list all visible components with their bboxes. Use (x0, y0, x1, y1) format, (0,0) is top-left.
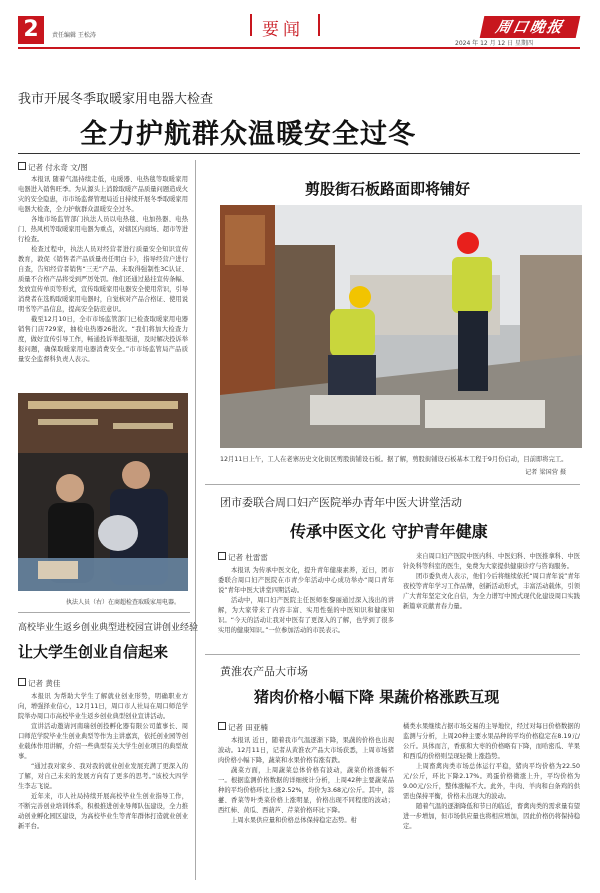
entrepreneur-rule (18, 612, 190, 613)
market-paragraph: 随着气温的逐渐降低和节日的临近，畜禽肉类的需求量有望进一步增加，但市场供应量也将相应增加，因此价格仍将保持稳定。 (403, 803, 580, 830)
lead-rule (18, 153, 580, 154)
market-paragraph: 蔬菜方面，上周蔬菜总体价格有波动，蔬菜价格涨幅不一。根据监测价格数据的详细统计分析，上周42种主要蔬菜品种的平均价格环比上涨2.52%，均价为3.68元/公斤。其中，蒜薹、香菜等叶类菜价格上涨明显，价格出现不同程度的波动；西红柿、黄瓜、西葫芦、芹菜价格环比下降。 (218, 767, 394, 814)
market-body-col1 (218, 736, 394, 882)
market-paragraph: 上周水果供应量和价格总体保持稳定态势。柑 (231, 817, 357, 824)
lead-headline: 全力护航群众温暖安全过冬 (80, 119, 416, 150)
lead-byline: 记者 付永奇 文/图 (18, 162, 88, 173)
tcm-paragraph: 本报讯 为传承中医文化，提升青年健康素养，近日，团市委联合周口妇产医院在市青少年活动中心成功举办“周口青年说”青年中医大讲堂四期活动。 (218, 567, 394, 594)
section-title: 要闻 (262, 20, 304, 40)
photo-story-headline: 剪股街石板路面即将铺好 (305, 180, 471, 198)
lead-paragraph: 截至12月10日，全市市场监管部门已检查取暖家用电器销售门店729家，抽检电热器26批次。“我们将加大检查力度，做好宣传引导工作，畅通投诉举报渠道，及时解决投诉举报问题，确保取暖家用电器消费安全。”市市场监管局产品质量安全监督科负责人表示。 (18, 316, 188, 363)
tcm-kicker: 团市委联合周口妇产医院举办青年中医大讲堂活动 (220, 496, 462, 509)
lead-paragraph: 检查过程中，执法人员对经营者进行质量安全知识宣传教育，敦促《销售者产品质量责任明白卡》，指导经营户进行自查，告知经营者销售“三无”产品、未取得强制性3C认证、质量不合格产品将受到严厉处罚。他们还通过悬挂宣传条幅、发放宣传单页等形式，宣传取暖家用电器安全使用常识，引导消费者在选购取暖家用电器时，自觉核对产品合格证、使用说明书等产品信息，提高安全防范意识。 (18, 246, 188, 313)
lead-kicker: 我市开展冬季取暖家用电器大检查 (18, 92, 214, 107)
byline-box-icon (218, 722, 226, 730)
photo-story-credit: 记者 梁国营 摄 (525, 469, 567, 476)
market-byline: 记者 田亚楠 (218, 722, 268, 733)
entrepreneur-paragraph: 近年来，市人社局持续开展高校毕业生创业指导工作，不断完善创业培训体系，积极推进创业导师队伍建设，全力推动创业孵化园区建设，为高校毕业生等青年群体打造就业创业新平台。 (18, 793, 188, 830)
section-divider-right (318, 14, 320, 36)
byline-box-icon (218, 552, 226, 560)
entrepreneur-kicker: 高校毕业生返乡创业典型进校园宣讲创业经验 (18, 623, 199, 633)
tcm-rule (205, 654, 580, 655)
market-headline: 猪肉价格小幅下降 果蔬价格涨跌互现 (254, 688, 500, 706)
newspaper-logo: 周口晚报 (480, 16, 581, 38)
tcm-paragraph: 来自周口妇产医院中医内科、中医妇科、中医推拿科、中医针灸科等科室的医生，免费为大家提供健康诊疗与咨询服务。 (403, 553, 580, 570)
page-number: 2 (18, 16, 44, 44)
lead-paragraph: 各地市场监管部门执法人员以电热毯、电加热器、电热门、热风机等取暖家用电器为重点，对辖区内商场、超市等进行检查。 (18, 216, 188, 243)
photo-story-image (220, 205, 582, 448)
editors-line: 责任编辑 王松涛 (52, 32, 96, 39)
entrepreneur-paragraph: 宣讲活动邀请河南瑞创创投孵化器有限公司董事长、周口师范学院毕业生创业典型等作为主讲嘉宾，依托创业园等创业载体作用讲解，介绍一些典型有关大学生创业项目的典型故事。 (18, 723, 188, 760)
byline-box-icon (18, 678, 26, 686)
entrepreneur-paragraph: “通过我对家乡、我对我的就业创业发展充满了更深入的了解，对自己未来的发展方向有了更多的思考。”该校大四学生李志飞说。 (18, 763, 188, 790)
section-divider-left (250, 14, 252, 36)
market-paragraph: 上周畜禽肉类市场总体运行平稳，猪肉平均价格为22.50元/公斤，环比下降2.17%。鸡蛋价格微涨上升，平均价格为9.00元/公斤，整体涨幅不大。此外，牛肉、羊肉和白条鸡的供需也保持平衡，价格未出现大的波动。 (403, 763, 580, 800)
entrepreneur-body (18, 692, 188, 882)
market-paragraph: 本报讯 近日，随着我市气温逐渐下降，果蔬的价格也出现波动。12月11日，记者从黄淮农产品大市场获悉，上周市场猪肉价格小幅下降，蔬菜和水果价格有涨有跌。 (218, 737, 394, 764)
header-rule (18, 47, 580, 49)
tcm-paragraph: 活动中，周口妇产医院主任医师张黎丽通过深入浅出的讲解，为大家带来了内容丰富、实用性强的中医知识和健康知识。“今天的活动让我对中医有了更深入的了解，也学到了很多实用的健康知识。”一位参加活动的市民表示。 (218, 597, 394, 634)
lead-body (18, 175, 188, 387)
inspection-photo-illustration (18, 393, 188, 591)
photo-story-caption: 12月11日上午，工人在老寨历史文化街区剪股街铺设石板。据了解，剪股街铺设石板基本工程于9月份启动，目前即将完工。 (220, 456, 568, 463)
tcm-headline: 传承中医文化 守护青年健康 (290, 522, 488, 541)
entrepreneur-paragraph: 本报讯 为帮助大学生了解就业创业形势，明确职业方向，增强择业信心，12月11日，周口市人社局在周口师范学院举办周口市高校毕业生返乡创业典型创业宣讲活动。 (18, 693, 188, 720)
lead-paragraph: 本报讯 随着气温持续走低，电暖器、电热毯等取暖家用电器进入销售旺季。为从源头上消除取暖产品质量问题造成火灾的安全隐患，市市场监督管理局近日持续开展冬季取暖家用电器大检查，全力护航群众温暖安全过冬。 (18, 176, 188, 213)
market-body-col2 (403, 722, 580, 882)
lead-photo-caption: 执法人员（右）在商超检查取暖家用电器。 (66, 599, 181, 606)
market-kicker: 黄淮农产品大市场 (220, 665, 308, 678)
entrepreneur-byline: 记者 黄佳 (18, 678, 60, 689)
dateline: 2024 年 12 月 12 日 星期四 (455, 40, 533, 47)
market-paragraph: 橘类水果继续占据市场交易的主导地位，经过对每日价格数据的监测与分析，上周20种主要水果品种的平均价格稳定在8.19元/公斤。具体而言，香蕉和大枣的价格略有下降，而哈密瓜、苹果和西瓜的价格则呈现轻微上涨趋势。 (403, 723, 580, 760)
street-paving-illustration (220, 205, 582, 448)
tcm-body-col2 (403, 552, 580, 648)
entrepreneur-headline: 让大学生创业自信起来 (18, 643, 169, 661)
tcm-paragraph: 团市委负责人表示，他们今后将继续依托“周口青年说”青年夜校等青年学习工作品牌，创新活动形式，丰富活动载体，引领广大青年坚定文化自信，为全力谱写中国式现代化建设周口实践新篇章贡献青春力量。 (403, 573, 580, 610)
photo-story-rule (205, 484, 580, 485)
byline-box-icon (18, 162, 26, 170)
column-rule (195, 160, 196, 880)
tcm-body-col1 (218, 566, 394, 648)
tcm-byline: 记者 杜雷雷 (218, 552, 268, 563)
lead-photo (18, 393, 188, 591)
